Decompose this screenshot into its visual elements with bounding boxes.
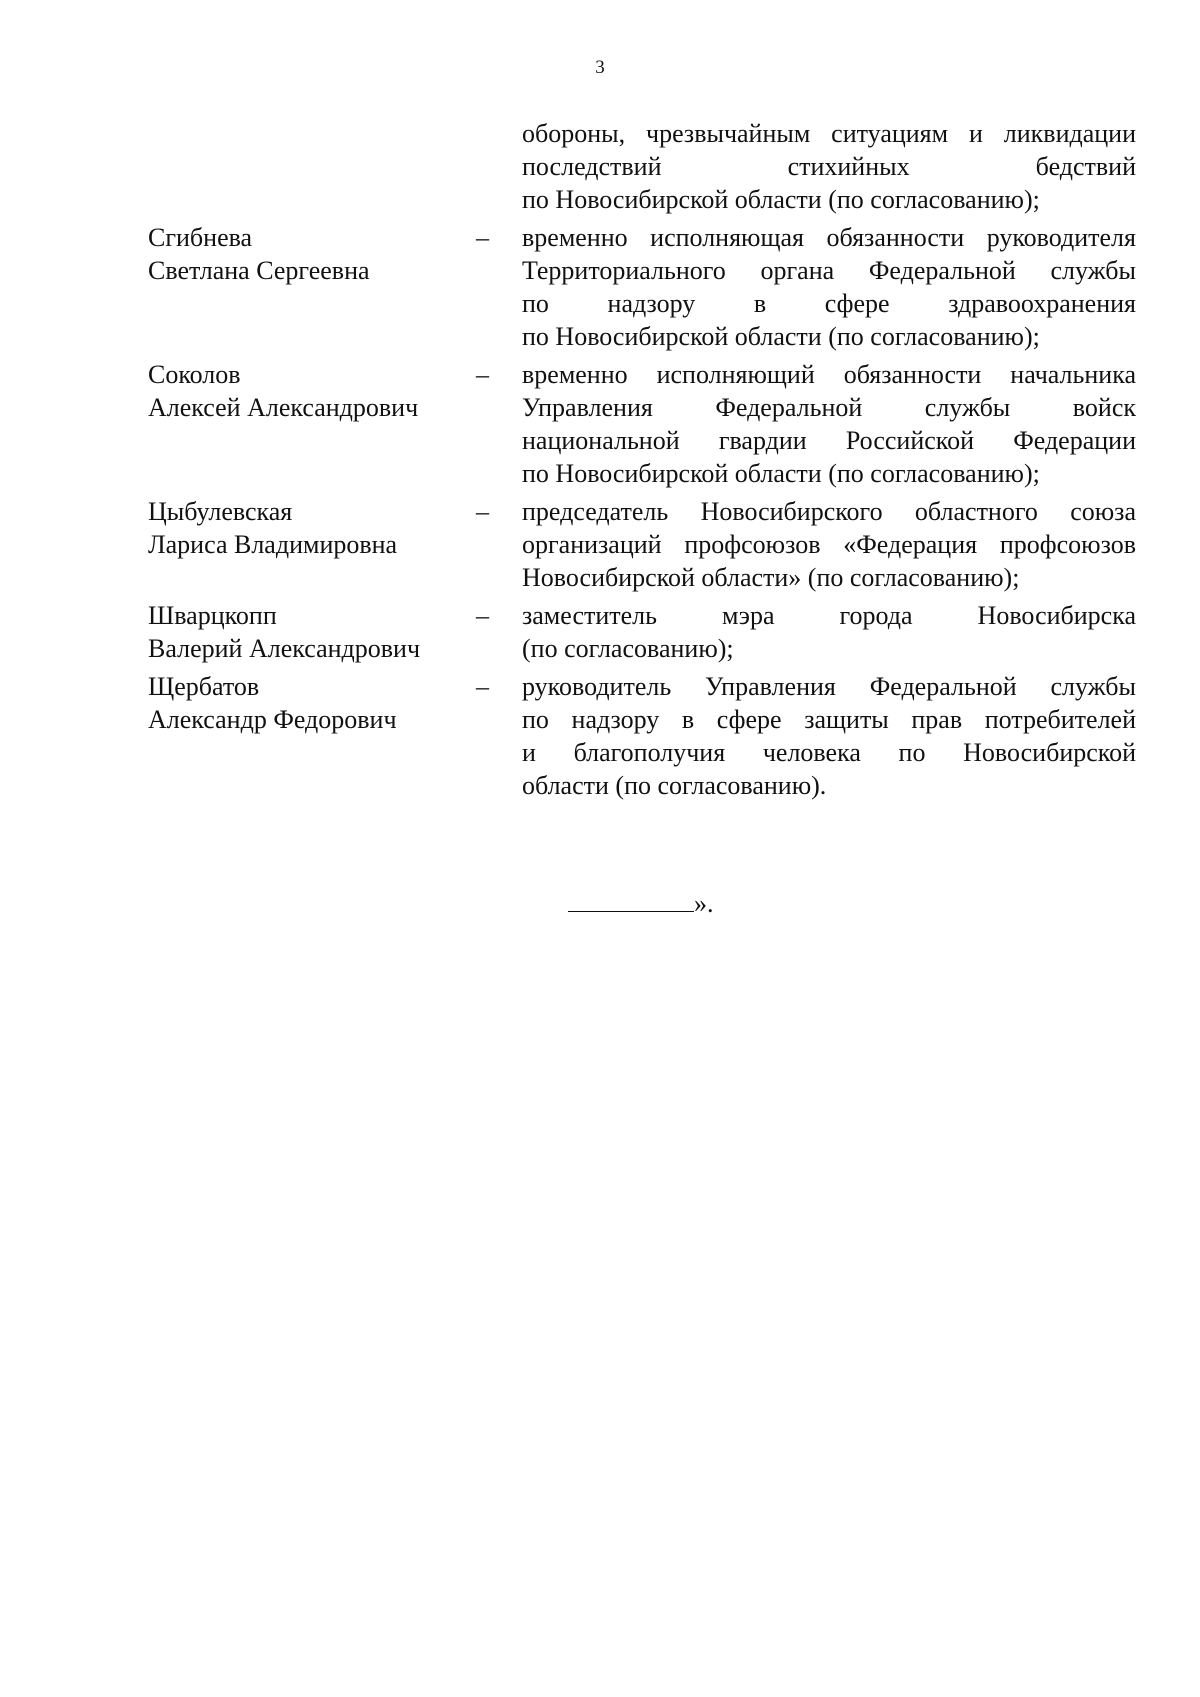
member-position-line: председатель Новосибирского областного союза bbox=[522, 497, 1136, 526]
dash-separator: – bbox=[476, 360, 489, 389]
closing-quote: ». bbox=[694, 889, 714, 918]
member-position-line: (по согласованию); bbox=[522, 634, 734, 663]
continuation-line: последствий стихийных бедствий bbox=[522, 152, 1136, 181]
member-position-line: по Новосибирской области (по согласованию); bbox=[522, 322, 1040, 351]
member-given-names: Светлана Сергеевна bbox=[148, 256, 370, 285]
member-surname: Шварцкопп bbox=[148, 601, 277, 630]
separator-rule bbox=[568, 887, 694, 912]
member-position-line: по надзору в сфере защиты прав потребителей bbox=[522, 705, 1136, 734]
member-position-line: области (по согласованию). bbox=[522, 771, 827, 800]
member-surname: Цыбулевская bbox=[148, 497, 293, 526]
member-surname: Соколов bbox=[148, 360, 241, 389]
member-position-line: национальной гвардии Российской Федерации bbox=[522, 426, 1136, 455]
closing-separator bbox=[568, 884, 714, 924]
member-position-line: и благополучия человека по Новосибирской bbox=[522, 738, 1136, 767]
member-position-line: по надзору в сфере здравоохранения bbox=[522, 289, 1136, 318]
member-surname: Сгибнева bbox=[148, 223, 253, 252]
member-given-names: Валерий Александрович bbox=[148, 634, 421, 663]
member-position-line: заместитель мэра города Новосибирска bbox=[522, 601, 1136, 630]
member-position-line: Территориального органа Федеральной службы bbox=[522, 256, 1136, 285]
dash-separator: – bbox=[476, 223, 489, 252]
member-given-names: Алексей Александрович bbox=[148, 393, 419, 422]
member-position-line: руководитель Управления Федеральной службы bbox=[522, 672, 1136, 701]
member-position-line: временно исполняющий обязанности начальника bbox=[522, 360, 1136, 389]
continuation-line: обороны, чрезвычайным ситуациям и ликвидации bbox=[522, 119, 1136, 148]
member-position-line: Новосибирской области» (по согласованию); bbox=[522, 563, 1020, 592]
member-given-names: Александр Федорович bbox=[148, 705, 397, 734]
page-number: 3 bbox=[595, 57, 605, 78]
member-given-names: Лариса Владимировна bbox=[148, 530, 398, 559]
member-position-line: временно исполняющая обязанности руководителя bbox=[522, 223, 1136, 252]
dash-separator: – bbox=[476, 672, 489, 701]
member-position-line: организаций профсоюзов «Федерация профсоюзов bbox=[522, 530, 1136, 559]
dash-separator: – bbox=[476, 497, 489, 526]
dash-separator: – bbox=[476, 601, 489, 630]
member-position-line: Управления Федеральной службы войск bbox=[522, 393, 1136, 422]
member-surname: Щербатов bbox=[148, 672, 260, 701]
member-position-line: по Новосибирской области (по согласованию); bbox=[522, 459, 1040, 488]
continuation-line: по Новосибирской области (по согласованию); bbox=[522, 185, 1040, 214]
